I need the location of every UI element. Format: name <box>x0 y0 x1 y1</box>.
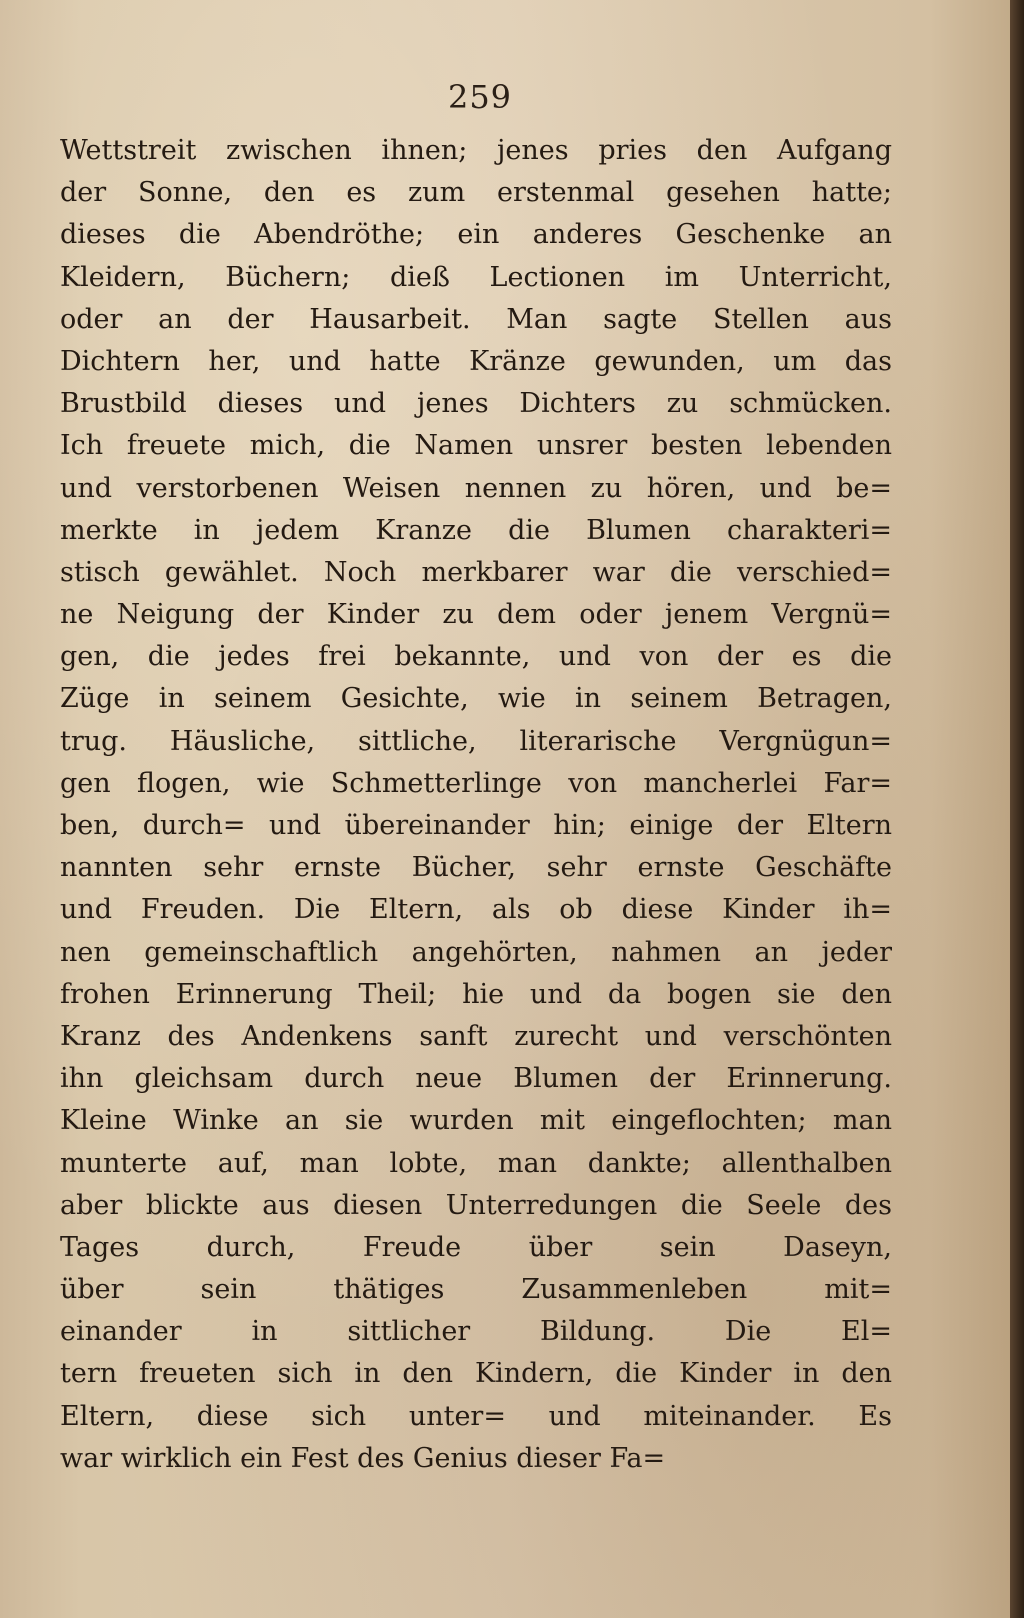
text-line: Tages durch, Freude über sein Daseyn, <box>60 1231 892 1263</box>
text-line: Kranz des Andenkens sanft zurecht und verschönten <box>60 1020 892 1052</box>
text-line: frohen Erinnerung Theil; hie und da bogen sie den <box>60 978 892 1010</box>
page-number: 259 <box>447 78 513 116</box>
text-line: Wettstreit zwischen ihnen; jenes pries den Aufgang <box>60 135 892 166</box>
text-line: Züge in seinem Gesichte, wie in seinem Betragen, <box>60 683 892 715</box>
text-line: merkte in jedem Kranze die Blumen charakteri= <box>60 514 892 546</box>
text-line: und verstorbenen Weisen nennen zu hören, und be= <box>60 472 892 504</box>
text-line: gen flogen, wie Schmetterlinge von mancherlei Far= <box>60 767 892 799</box>
text-line: trug. Häusliche, sittliche, literarische Vergnügun= <box>60 725 892 757</box>
text-line: der Sonne, den es zum erstenmal gesehen hatte; <box>60 177 892 209</box>
text-line: Ich freuete mich, die Namen unsrer besten lebenden <box>60 430 892 462</box>
text-line: Kleidern, Büchern; dieß Lectionen im Unterricht, <box>60 261 892 293</box>
text-line: tern freueten sich in den Kindern, die Kinder in den <box>60 1358 892 1390</box>
text-line: Kleine Winke an sie wurden mit eingeflochten; man <box>60 1105 892 1137</box>
text-line: oder an der Hausarbeit. Man sagte Stellen aus <box>60 303 892 335</box>
text-line: ne Neigung der Kinder zu dem oder jenem Vergnü= <box>60 599 892 631</box>
text-line: aber blickte aus diesen Unterredungen die Seele des <box>60 1189 892 1221</box>
text-line: Dichtern her, und hatte Kränze gewunden, um das <box>60 345 892 377</box>
text-line: einander in sittlicher Bildung. Die El= <box>60 1316 892 1348</box>
text-line: Brustbild dieses und jenes Dichters zu schmücken. <box>60 388 892 420</box>
body-text <box>60 130 892 1480</box>
text-line: dieses die Abendröthe; ein anderes Geschenke an <box>60 219 892 251</box>
book-edge <box>1010 0 1024 1618</box>
text-line: und Freuden. Die Eltern, als ob diese Kinder ih= <box>60 894 892 926</box>
text-line: nen gemeinschaftlich angehörten, nahmen an jeder <box>60 936 892 968</box>
text-line: Eltern, diese sich unter= und miteinander. Es <box>60 1400 892 1432</box>
text-line: ben, durch= und übereinander hin; einige der Eltern <box>60 810 892 841</box>
text-line: ihn gleichsam durch neue Blumen der Erinnerung. <box>60 1063 892 1095</box>
text-line: war wirklich ein Fest des Genius dieser Fa= <box>60 1442 666 1474</box>
text-line: gen, die jedes frei bekannte, und von der es die <box>60 641 892 673</box>
text-line: stisch gewählet. Noch merkbarer war die verschied= <box>60 556 892 588</box>
text-line: über sein thätiges Zusammenleben mit= <box>60 1274 892 1306</box>
text-line: nannten sehr ernste Bücher, sehr ernste Geschäfte <box>60 852 892 884</box>
text-line: munterte auf, man lobte, man dankte; allenthalben <box>60 1147 892 1179</box>
